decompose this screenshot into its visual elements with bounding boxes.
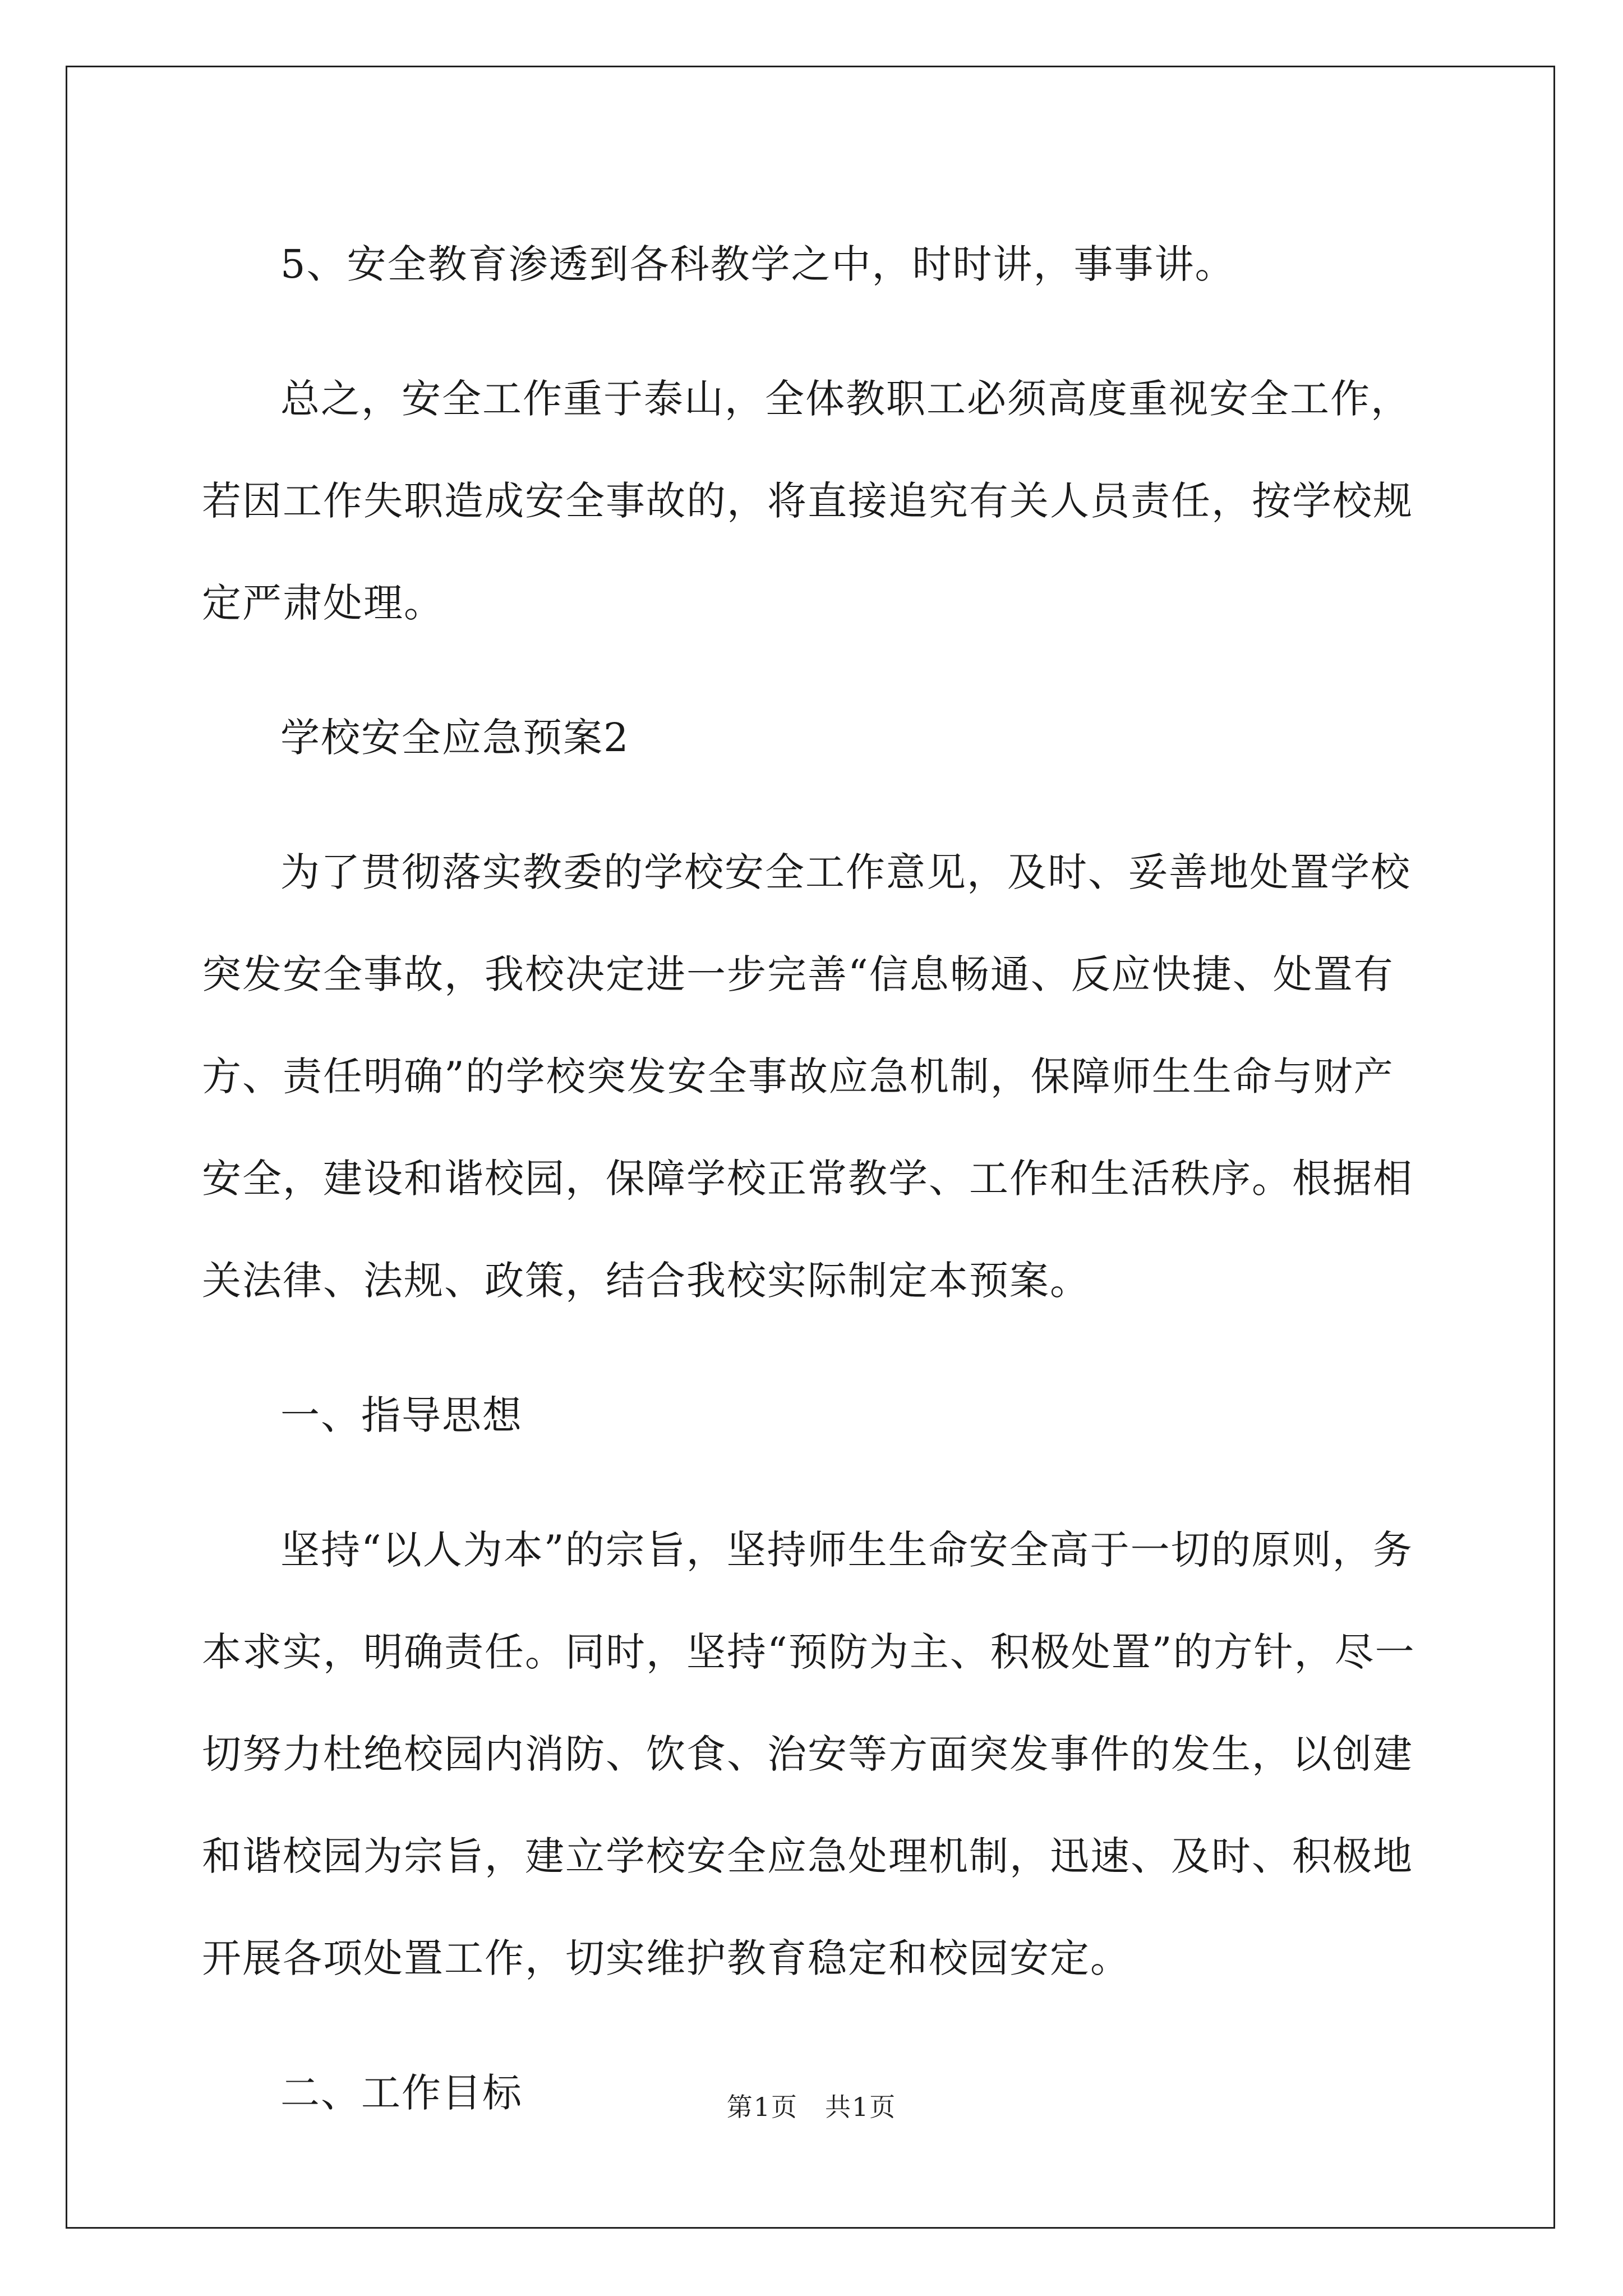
heading-guiding-ideology: 一、指导思想 (280, 1392, 523, 1438)
paragraph-safety-education: 5、安全教育渗透到各科教学之中，时时讲，事事讲。 (280, 241, 1235, 287)
document-body (202, 213, 1424, 2177)
heading-work-goals: 二、工作目标 (280, 2070, 523, 2116)
paragraph-summary: 总之，安全工作重于泰山，全体教职工必须高度重视安全工作，若因工作失职造成安全事故的，将直接追究有关人员责任，按学校规定严肃处理。 (202, 376, 1413, 626)
paragraph-intro: 为了贯彻落实教委的学校安全工作意见，及时、妥善地处置学校突发安全事故，我校决定进一步完善“信息畅通、反应快捷、处置有方、责任明确”的学校突发安全事故应急机制，保障师生生命与财产安全，建设和谐校园，保障学校正常教学、工作和生活秩序。根据相关法律、法规、政策，结合我校实际制定本预案。 (202, 849, 1413, 1304)
page-number: 第1页 共1页 (726, 2092, 897, 2122)
paragraph-guiding-ideology: 坚持“以人为本”的宗旨，坚持师生生命安全高于一切的原则，务本求实，明确责任。同时，坚持“预防为主、积极处置”的方针，尽一切努力杜绝校园内消防、饮食、治安等方面突发事件的发生，以创建和谐校园为宗旨，建立学校安全应急处理机制，迅速、及时、积极地开展各项处置工作，切实维护教育稳定和校园安定。 (202, 1527, 1415, 1981)
section-title: 学校安全应急预案2 (280, 715, 630, 761)
